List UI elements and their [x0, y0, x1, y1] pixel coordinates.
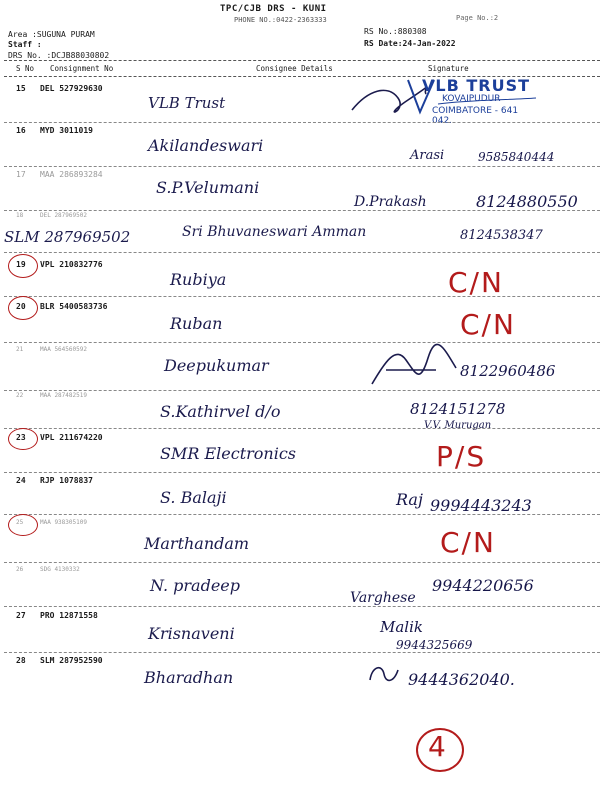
rs-date: RS Date:24-Jan-2022	[364, 39, 456, 48]
receiver-signature: D.Prakash	[354, 194, 427, 210]
receiver-signature: V.V. Murugan	[424, 420, 492, 431]
row-number: 26	[16, 566, 24, 573]
row-divider	[4, 252, 600, 253]
consignee-handwritten: S.Kathirvel d/o	[160, 402, 281, 421]
consignment-number: MAA 564560592	[40, 346, 87, 353]
row-number: 23	[16, 433, 26, 442]
row-number: 20	[16, 302, 26, 311]
consignment-number: RJP 1078837	[40, 476, 93, 485]
phone-line: PHONE NO.:0422-2363333	[234, 16, 327, 24]
consignment-number: DEL 287969502	[40, 212, 87, 219]
vlb-trust-stamp	[398, 76, 538, 126]
receiver-phone: 9944325669	[396, 638, 473, 652]
consignment-number: SLM 287952590	[40, 656, 103, 665]
consignee-handwritten: Krisnaveni	[148, 624, 235, 643]
consignee-handwritten: Rubiya	[170, 270, 227, 289]
consignment-number: VPL 210832776	[40, 260, 103, 269]
consignee-handwritten: N. pradeep	[150, 576, 240, 595]
signature-scribble-icon	[366, 340, 462, 392]
rs-number: RS No.:880308	[364, 27, 427, 36]
receiver-phone: 8124880550	[476, 192, 578, 211]
consignee-handwritten: Ruban	[170, 314, 223, 333]
consignee-handwritten: Sri Bhuvaneswari Amman	[182, 224, 367, 240]
page-number: 4	[428, 730, 446, 763]
area-label: Area :SUGUNA PURAM	[8, 30, 95, 39]
receiver-phone: 8124538347	[460, 228, 543, 243]
row-divider	[4, 472, 600, 473]
stamp-line-3: COIMBATORE - 641 042.	[432, 106, 519, 126]
receiver-phone: 8122960486	[460, 362, 556, 380]
page-no-label: Page No.:2	[456, 14, 499, 22]
row-number: 24	[16, 476, 26, 485]
row-number: 25	[16, 519, 24, 526]
signature-scribble-icon	[366, 662, 402, 686]
consignment-number: PRO 12871558	[40, 611, 98, 620]
receiver-signature: Malik	[380, 618, 423, 636]
consignee-handwritten: S.P.Velumani	[156, 178, 260, 197]
consignment-number: SDG 4130332	[40, 566, 80, 573]
status-mark: C/N	[460, 308, 516, 341]
consignee-handwritten: Bharadhan	[144, 668, 234, 687]
row-number: 27	[16, 611, 26, 620]
receiver-signature: Arasi	[410, 148, 445, 163]
row-number: 19	[16, 260, 26, 269]
col-sno: S No	[16, 64, 35, 73]
row-divider	[4, 166, 600, 167]
row-divider	[4, 514, 600, 515]
row-divider	[4, 210, 600, 211]
handwritten-consignment-number: SLM 287969502	[4, 228, 131, 246]
receiver-phone: 9444362040.	[408, 670, 515, 689]
receiver-phone: 9944220656	[432, 576, 534, 595]
consignment-number: VPL 211674220	[40, 433, 103, 442]
status-mark: C/N	[440, 526, 496, 559]
staff-label: Staff :	[8, 40, 42, 49]
receiver-signature: Raj	[396, 490, 423, 509]
consignment-number: BLR 5400583736	[40, 302, 108, 311]
drs-number: DRS No. :DCJB88030802	[8, 51, 110, 60]
row-number: 21	[16, 346, 24, 353]
row-number: 18	[16, 212, 24, 219]
consignee-handwritten: Deepukumar	[164, 356, 269, 375]
sheet-title: TPC/CJB DRS - KUNI	[220, 4, 327, 14]
consignee-handwritten: Marthandam	[144, 534, 250, 553]
consignee-handwritten: S. Balaji	[160, 488, 227, 507]
receiver-phone: 9994443243	[430, 496, 532, 515]
row-number: 15	[16, 84, 26, 93]
consignment-number: MAA 287482519	[40, 392, 87, 399]
consignment-number: MAA 286893284	[40, 170, 103, 179]
consignee-handwritten: SMR Electronics	[160, 444, 297, 463]
consignment-number: MYD 3011019	[40, 126, 93, 135]
row-divider	[4, 390, 600, 391]
col-consignee: Consignee Details	[256, 64, 333, 73]
stamp-line-2: KOVAIPUDUR	[442, 94, 501, 104]
stamp-name: VLB TRUST	[422, 76, 531, 95]
row-number: 17	[16, 170, 26, 179]
col-signature: Signature	[428, 64, 469, 73]
receiver-phone: 9585840444	[478, 150, 555, 164]
row-divider	[4, 652, 600, 653]
row-number: 16	[16, 126, 26, 135]
receiver-phone: 8124151278	[410, 400, 506, 418]
row-number: 28	[16, 656, 26, 665]
row-divider	[4, 562, 600, 563]
consignee-handwritten: Akilandeswari	[148, 136, 264, 155]
row-divider	[4, 122, 600, 123]
row-number: 22	[16, 392, 24, 399]
status-mark: P/S	[436, 440, 487, 473]
row-divider	[4, 606, 600, 607]
row-divider	[4, 296, 600, 297]
consignee-handwritten: VLB Trust	[148, 94, 226, 112]
header-divider	[4, 60, 600, 61]
col-consignment: Consignment No	[50, 64, 114, 73]
row-divider	[4, 428, 600, 429]
receiver-signature: Varghese	[350, 590, 416, 606]
status-mark: C/N	[448, 266, 504, 299]
row-divider	[4, 342, 600, 343]
consignment-number: MAA 938305109	[40, 519, 87, 526]
consignment-number: DEL 527929630	[40, 84, 103, 93]
